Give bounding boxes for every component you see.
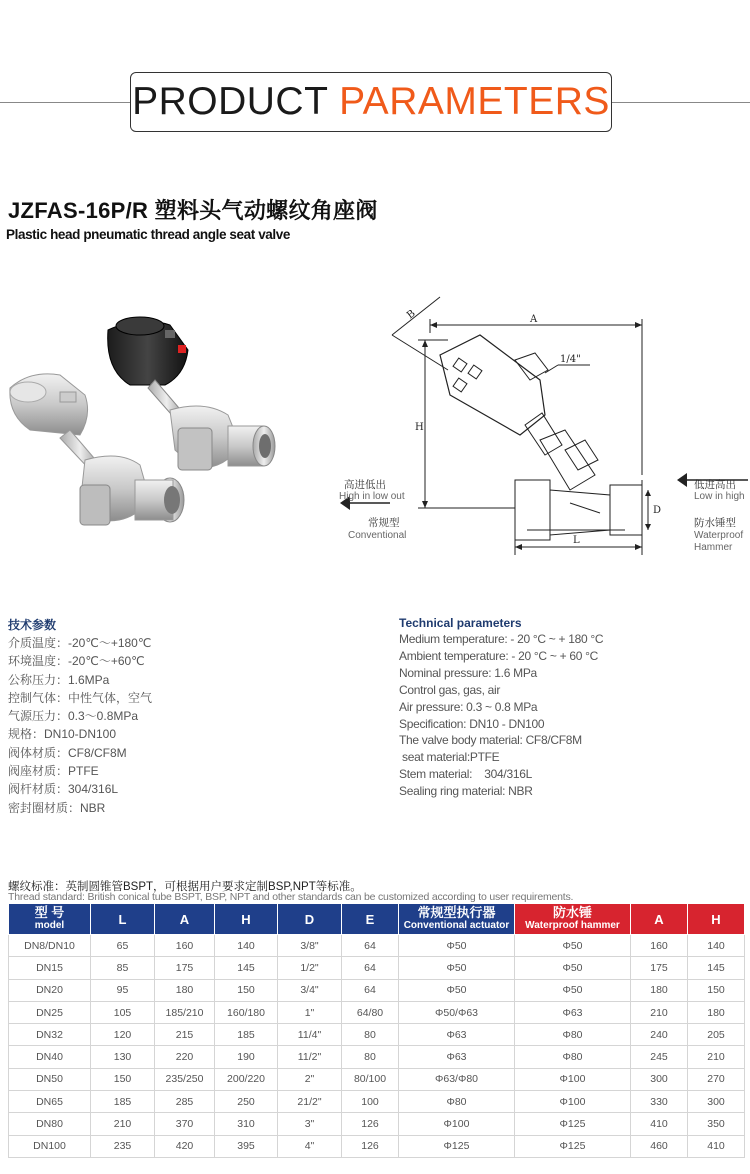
param-cn-item: 气源压力：0.3～0.8MPa	[8, 709, 139, 724]
table-cell: 140	[688, 935, 745, 957]
table-cell: Φ63	[399, 1024, 515, 1046]
col-A: A	[155, 904, 215, 935]
left-label-en1: High in low out	[339, 491, 405, 502]
table-cell: Φ63	[399, 1046, 515, 1068]
table-cell: 3/8"	[278, 935, 342, 957]
product-title-cn: JZFAS-16P/R 塑料头气动螺纹角座阀	[8, 198, 378, 223]
table-cell: 150	[91, 1068, 155, 1090]
spec-table	[8, 903, 745, 1158]
table-cell: 185/210	[155, 1001, 215, 1023]
table-cell: DN25	[9, 1001, 91, 1023]
table-cell: 220	[155, 1046, 215, 1068]
table-cell: 300	[631, 1068, 688, 1090]
table-cell: 245	[631, 1046, 688, 1068]
table-cell: 65	[91, 935, 155, 957]
table-cell: DN15	[9, 957, 91, 979]
col-L: L	[91, 904, 155, 935]
table-cell: 145	[688, 957, 745, 979]
table-cell: 270	[688, 1068, 745, 1090]
col-A2: A	[631, 904, 688, 935]
table-cell: Φ100	[515, 1091, 631, 1113]
params-en-heading: Technical parameters	[399, 616, 522, 630]
table-row	[9, 935, 745, 957]
table-cell: 130	[91, 1046, 155, 1068]
spec-table-body	[9, 935, 745, 1158]
table-cell: Φ50/Φ63	[399, 1001, 515, 1023]
table-cell: Φ100	[515, 1068, 631, 1090]
right-label-cn2: 防水锤型	[694, 517, 736, 529]
table-cell: 80	[342, 1046, 399, 1068]
right-label-en2a: Waterproof	[694, 530, 744, 541]
table-cell: 410	[631, 1113, 688, 1135]
table-cell: Φ100	[399, 1113, 515, 1135]
table-cell: 330	[631, 1091, 688, 1113]
param-cn-item: 介质温度：-20℃～+180℃	[8, 636, 152, 650]
col-H2: H	[688, 904, 745, 935]
thread-standard-en: Thread standard: British conical tube BSPT, BSP, NPT and other standards can be customized according to user requirements.	[8, 891, 574, 903]
table-cell: 85	[91, 957, 155, 979]
table-cell: DN100	[9, 1135, 91, 1157]
right-label-cn1: 低进高出	[694, 479, 736, 491]
table-cell: 350	[688, 1113, 745, 1135]
dim-L-label: L	[573, 535, 580, 546]
table-cell: 1/2"	[278, 957, 342, 979]
param-cn-item: 阀座材质：PTFE	[8, 764, 99, 779]
param-en-item: Sealing ring material: NBR	[399, 784, 533, 799]
table-cell: 11/4"	[278, 1024, 342, 1046]
table-row	[9, 1113, 745, 1135]
table-row	[9, 1135, 745, 1157]
table-row	[9, 1024, 745, 1046]
table-cell: Φ50	[515, 979, 631, 1001]
table-cell: 395	[215, 1135, 278, 1157]
table-cell: 3/4"	[278, 979, 342, 1001]
table-cell: 3"	[278, 1113, 342, 1135]
table-cell: 175	[155, 957, 215, 979]
table-cell: 160/180	[215, 1001, 278, 1023]
table-cell: DN8/DN10	[9, 935, 91, 957]
table-cell: 210	[91, 1113, 155, 1135]
table-cell: 160	[155, 935, 215, 957]
table-cell: 190	[215, 1046, 278, 1068]
table-row	[9, 979, 745, 1001]
table-cell: 185	[215, 1024, 278, 1046]
table-cell: 160	[631, 935, 688, 957]
param-en-item: Nominal pressure: 1.6 MPa	[399, 665, 537, 680]
table-cell: 140	[215, 935, 278, 957]
table-cell: Φ125	[399, 1135, 515, 1157]
param-cn-item: 阀杆材质：304/316L	[8, 782, 119, 797]
dim-H-label: H	[415, 422, 424, 433]
table-cell: Φ63/Φ80	[399, 1068, 515, 1090]
param-cn-item: 规格：DN10-DN100	[8, 727, 117, 742]
table-cell: Φ50	[399, 935, 515, 957]
left-label-cn2: 常规型	[368, 517, 400, 529]
table-cell: 64	[342, 935, 399, 957]
black-valve	[108, 317, 275, 470]
param-en-item: Medium temperature: - 20 °C ~ + 180 °C	[399, 632, 604, 646]
table-cell: 175	[631, 957, 688, 979]
table-cell: DN20	[9, 979, 91, 1001]
table-cell: 105	[91, 1001, 155, 1023]
col-E: E	[342, 904, 399, 935]
table-row	[9, 1001, 745, 1023]
table-cell: Φ63	[515, 1001, 631, 1023]
dim-A-label: A	[530, 314, 538, 325]
dim-D-label: D	[653, 505, 662, 516]
param-cn-item: 阀体材质：CF8/CF8M	[8, 745, 127, 760]
param-en-item: Stem material: 304/316L	[399, 767, 532, 782]
table-cell: 180	[688, 1001, 745, 1023]
table-cell: 120	[91, 1024, 155, 1046]
table-cell: 64/80	[342, 1001, 399, 1023]
table-cell: 205	[688, 1024, 745, 1046]
col-waterproof-hammer: 防水锤 Waterproof hammer	[515, 904, 631, 935]
dim-B-label: B	[405, 308, 418, 322]
port-label: 1/4"	[560, 354, 581, 365]
table-cell: DN50	[9, 1068, 91, 1090]
table-cell: 300	[688, 1091, 745, 1113]
param-cn-item: 公称压力：1.6MPa	[8, 672, 110, 687]
table-cell: DN40	[9, 1046, 91, 1068]
table-cell: 100	[342, 1091, 399, 1113]
table-cell: 420	[155, 1135, 215, 1157]
param-cn-item: 控制气体：中性气体，空气	[8, 690, 153, 705]
params-en-list	[399, 631, 603, 800]
table-cell: 250	[215, 1091, 278, 1113]
table-cell: DN80	[9, 1113, 91, 1135]
params-cn-list	[8, 634, 152, 817]
valve-diagram	[330, 285, 750, 570]
param-en-item: Air pressure: 0.3 ~ 0.8 MPa	[399, 699, 538, 714]
right-label-en2b: Hammer	[694, 542, 733, 553]
product-title-en: Plastic head pneumatic thread angle seat valve	[6, 227, 290, 242]
col-model: 型 号 model	[9, 904, 91, 935]
table-row	[9, 957, 745, 979]
table-cell: 64	[342, 957, 399, 979]
header-rule-left	[0, 102, 130, 103]
table-cell: 21/2"	[278, 1091, 342, 1113]
table-cell: Φ125	[515, 1113, 631, 1135]
table-cell: 64	[342, 979, 399, 1001]
params-cn-heading: 技术参数	[8, 618, 57, 632]
col-conventional-actuator: 常规型执行器 Conventional actuator	[399, 904, 515, 935]
table-cell: DN32	[9, 1024, 91, 1046]
param-en-item: The valve body material: CF8/CF8M	[399, 733, 582, 748]
table-cell: Φ50	[515, 957, 631, 979]
left-label-en2: Conventional	[348, 530, 407, 541]
table-cell: Φ80	[515, 1046, 631, 1068]
table-cell: 2"	[278, 1068, 342, 1090]
table-cell: 185	[91, 1091, 155, 1113]
table-cell: 310	[215, 1113, 278, 1135]
table-cell: 150	[688, 979, 745, 1001]
table-row	[9, 1046, 745, 1068]
table-cell: 126	[342, 1135, 399, 1157]
left-label-cn1: 高进低出	[344, 479, 386, 491]
section-title	[130, 72, 612, 132]
table-cell: 410	[688, 1135, 745, 1157]
param-en-item: Ambient temperature: - 20 °C ~ + 60 °C	[399, 648, 598, 663]
thread-standard-cn: 螺纹标准：英制圆锥管BSPT，可根据用户要求定制BSP,NPT等标准。	[8, 881, 362, 893]
table-cell: 210	[688, 1046, 745, 1068]
table-cell: 145	[215, 957, 278, 979]
table-cell: 80	[342, 1024, 399, 1046]
table-cell: 126	[342, 1113, 399, 1135]
table-cell: 200/220	[215, 1068, 278, 1090]
table-cell: 150	[215, 979, 278, 1001]
table-row	[9, 1068, 745, 1090]
param-en-item: Specification: DN10 - DN100	[399, 716, 545, 731]
table-cell: 285	[155, 1091, 215, 1113]
param-cn-item: 环境温度：-20℃～+60℃	[8, 654, 145, 669]
table-cell: 215	[155, 1024, 215, 1046]
table-cell: 210	[631, 1001, 688, 1023]
table-cell: 180	[631, 979, 688, 1001]
valve-photo	[0, 300, 285, 550]
col-H: H	[215, 904, 278, 935]
table-cell: 370	[155, 1113, 215, 1135]
table-cell: 180	[155, 979, 215, 1001]
table-cell: 1"	[278, 1001, 342, 1023]
table-cell: Φ80	[399, 1091, 515, 1113]
table-cell: 235/250	[155, 1068, 215, 1090]
table-cell: 240	[631, 1024, 688, 1046]
param-cn-item: 密封圈材质：NBR	[8, 800, 106, 815]
table-cell: 11/2"	[278, 1046, 342, 1068]
table-cell: Φ80	[515, 1024, 631, 1046]
spec-table-header	[9, 904, 745, 935]
table-cell: Φ50	[399, 979, 515, 1001]
table-cell: 235	[91, 1135, 155, 1157]
header-rule-right	[612, 102, 750, 103]
right-label-en1: Low in high	[694, 491, 745, 502]
section-title-word1: PRODUCT	[132, 80, 328, 123]
table-row	[9, 1091, 745, 1113]
table-cell: 95	[91, 979, 155, 1001]
table-cell: Φ50	[515, 935, 631, 957]
table-cell: 4"	[278, 1135, 342, 1157]
table-cell: 460	[631, 1135, 688, 1157]
section-title-word2: PARAMETERS	[339, 80, 610, 123]
param-en-item: Control gas, gas, air	[399, 682, 501, 697]
table-cell: Φ50	[399, 957, 515, 979]
table-cell: DN65	[9, 1091, 91, 1113]
table-cell: 80/100	[342, 1068, 399, 1090]
param-en-item: seat material:PTFE	[399, 750, 500, 765]
col-D: D	[278, 904, 342, 935]
table-cell: Φ125	[515, 1135, 631, 1157]
